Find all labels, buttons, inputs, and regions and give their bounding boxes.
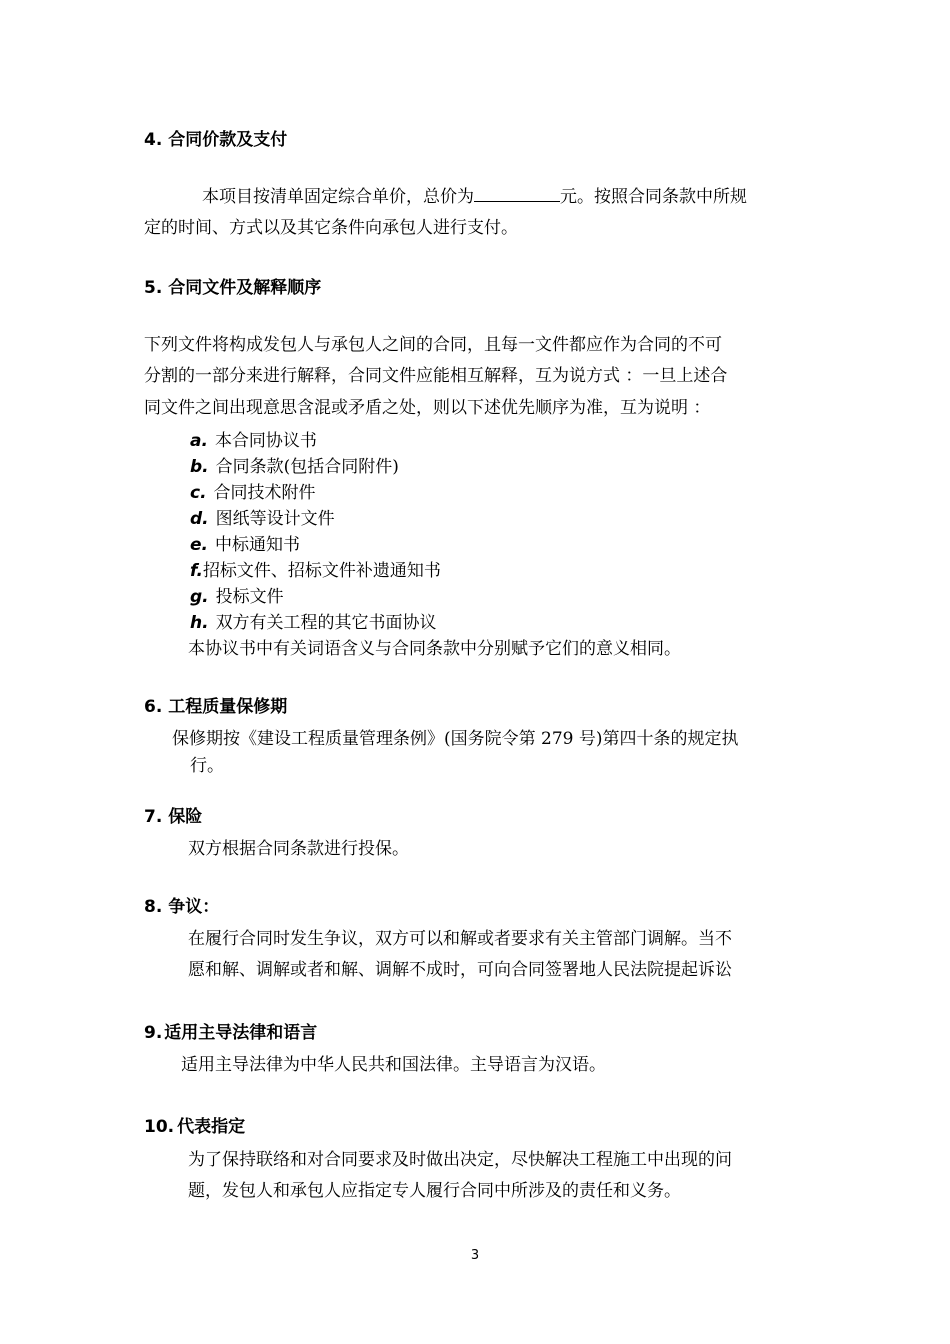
price-text-after: 元。按照合同条款中所规 [560,187,747,207]
section-number: 10. [144,1117,175,1137]
section-10-line-1: 为了保持联络和对合同要求及时做出决定，尽快解决工程施工中出现的问 [188,1150,732,1170]
list-item: a. 本合同协议书 [190,431,317,451]
section-7-line-1: 双方根据合同条款进行投保。 [188,839,409,859]
section-5-line-2: 分割的一部分来进行解释，合同文件应能相互解释，互为说方式 ：一旦上述合 [144,366,728,386]
section-8-line-2: 愿和解、调解或者和解、调解不成时，可向合同签署地人民法院提起诉讼 [188,960,732,980]
list-item: d. 图纸等设计文件 [190,509,335,529]
section-5-heading [144,277,321,299]
section-8-line-1: 在履行合同时发生争议，双方可以和解或者要求有关主管部门调解。当不 [188,929,732,949]
section-4-line-1 [202,182,747,213]
section-number: 5. [144,278,163,298]
section-title: 合同文件及解释顺序 [168,278,322,298]
list-item: c. 合同技术附件 [190,483,316,503]
section-number: 9. [144,1023,163,1043]
section-6-heading [144,696,287,718]
list-item: b. 合同条款(包括合同附件) [190,457,399,477]
list-item: g. 投标文件 [190,587,284,607]
page-number: 3 [470,1248,480,1263]
section-number: 7. [144,807,163,827]
section-number: 4. [144,130,163,150]
document-priority-list [190,428,441,636]
section-number: 8. [144,897,163,917]
section-title: 适用主导法律和语言 [164,1023,318,1043]
section-5-closing: 本协议书中有关词语含义与合同条款中分别赋予它们的意义相同。 [188,639,681,659]
section-6-line-1: 保修期按《建设工程质量管理条例》(国务院令第 279 号)第四十条的规定执 [172,729,739,749]
section-5-line-1: 下列文件将构成发包人与承包人之间的合同，且每一文件都应作为合同的不可 [144,335,722,355]
section-7-heading [144,806,202,828]
section-4-line-2: 定的时间、方式以及其它条件向承包人进行支付。 [144,218,518,238]
section-10-line-2: 题，发包人和承包人应指定专人履行合同中所涉及的责任和义务。 [188,1181,681,1201]
price-text-before: 本项目按清单固定综合单价，总价为 [202,187,474,207]
section-4-heading [144,129,287,151]
total-price-blank [474,183,560,202]
list-item: f.招标文件、招标文件补遗通知书 [190,561,441,581]
section-title: 代表指定 [177,1117,246,1137]
section-9-line-1: 适用主导法律为中华人民共和国法律。主导语言为汉语。 [181,1055,606,1075]
section-5-line-3: 同文件之间出现意思含混或矛盾之处，则以下述优先顺序为准，互为说明 ： [144,398,711,418]
section-6-line-2: 行。 [190,756,224,776]
section-title: 保险 [168,807,203,827]
section-number: 6. [144,697,163,717]
list-item: e. 中标通知书 [190,535,300,555]
section-9-heading [144,1022,317,1044]
list-item: h. 双方有关工程的其它书面协议 [190,613,437,633]
section-8-heading [144,896,219,918]
section-title: 合同价款及支付 [168,130,288,150]
section-title: 争议： [168,897,220,917]
section-10-heading [144,1116,245,1138]
section-title: 工程质量保修期 [168,697,288,717]
